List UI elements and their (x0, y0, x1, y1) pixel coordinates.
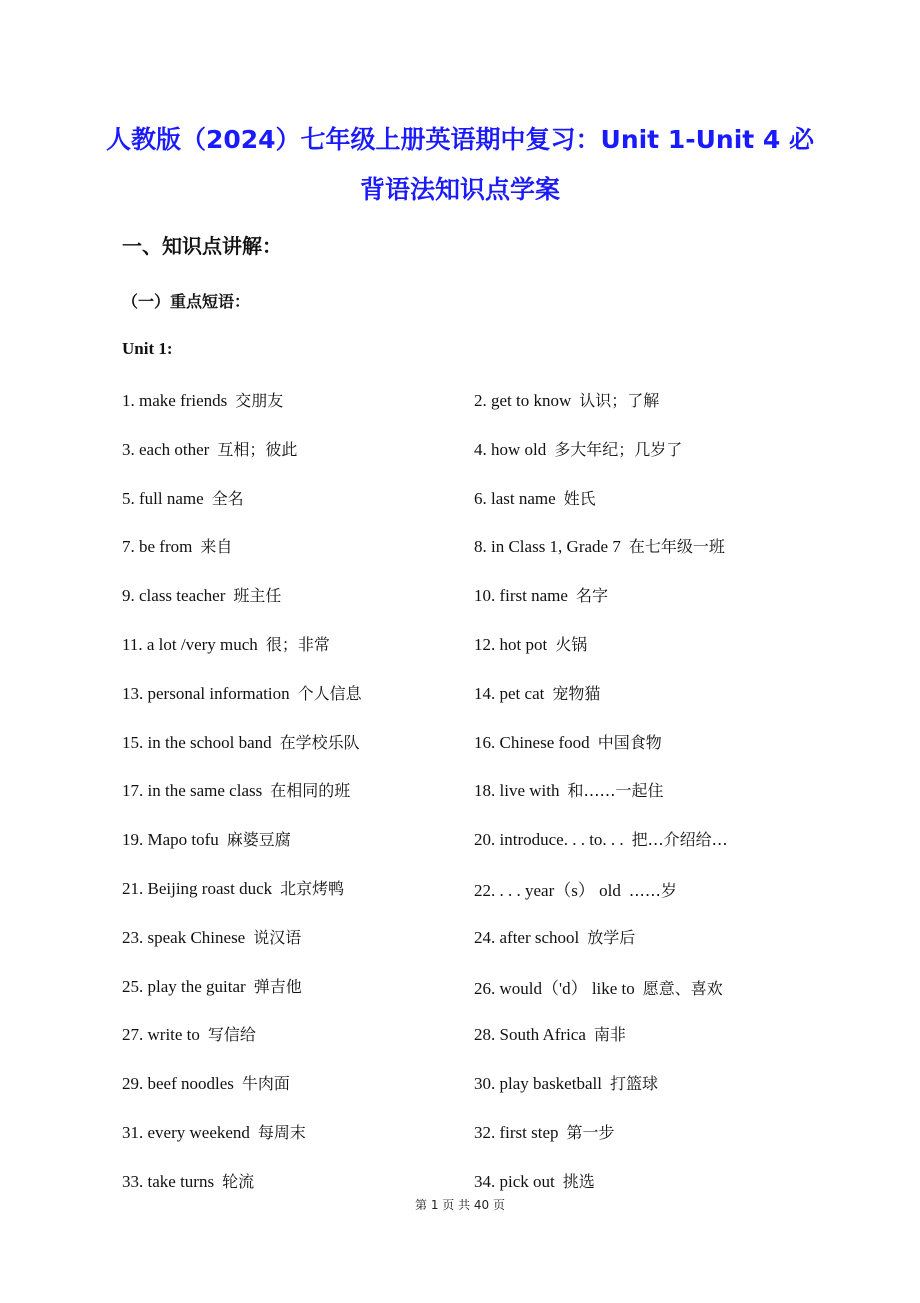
phrase-chinese: 在学校乐队 (279, 732, 360, 752)
document-title-line-2: 背语法知识点学案 (359, 175, 560, 204)
phrase-item (122, 632, 330, 655)
page-footer: 第 1 页 共 40 页 (415, 1198, 505, 1212)
phrase-chinese: 中国食物 (597, 732, 662, 752)
phrase-item (122, 1120, 306, 1143)
phrase-item (474, 486, 596, 509)
phrase-item (122, 534, 232, 557)
phrase-item (122, 437, 297, 460)
phrase-chinese: 第一步 (566, 1123, 615, 1142)
phrase-item (474, 1071, 658, 1094)
phrase-item (474, 974, 723, 999)
phrase-chinese: 牛肉面 (241, 1074, 290, 1094)
phrase-chinese: 写信给 (207, 1025, 256, 1045)
phrase-item (474, 681, 600, 704)
phrase-english: 13. personal information (122, 683, 290, 703)
phrase-english: 22. . . . year（s） old (474, 881, 621, 900)
document-title-line-1: 人教版（2024）七年级上册英语期中复习：Unit 1-Unit 4 必 (105, 125, 815, 154)
phrase-chinese: 北京烤鸭 (280, 879, 345, 898)
phrase-english: 34. pick out (474, 1171, 555, 1191)
phrase-english: 10. first name (474, 586, 568, 606)
phrase-chinese: 轮流 (222, 1171, 255, 1191)
phrase-english: 26. would（'d） like to (474, 978, 635, 998)
phrase-english: 8. in Class 1, Grade 7 (474, 537, 621, 557)
phrase-english: 21. Beijing roast duck (122, 879, 273, 898)
phrase-chinese: ……岁 (628, 881, 677, 900)
phrase-chinese: 说汉语 (253, 927, 302, 947)
phrase-item (122, 1071, 290, 1094)
phrase-item (122, 778, 350, 801)
phrase-english: 15. in the school band (122, 732, 272, 752)
phrase-english: 29. beef noodles (122, 1074, 234, 1094)
phrase-item (122, 1022, 256, 1045)
phrase-chinese: 班主任 (233, 586, 282, 606)
phrase-item (474, 778, 663, 801)
phrase-chinese: 交朋友 (235, 391, 284, 410)
phrase-item (122, 1169, 254, 1192)
phrase-chinese: 来自 (200, 537, 233, 557)
phrase-item (474, 1022, 626, 1045)
phrase-item (474, 1120, 615, 1143)
phrase-english: 18. live with (474, 781, 560, 801)
phrase-item (122, 925, 301, 948)
phrase-english: 25. play the guitar (122, 976, 246, 996)
phrase-english: 9. class teacher (122, 586, 226, 606)
phrase-item (474, 1169, 595, 1192)
phrase-chinese: 姓氏 (563, 488, 596, 508)
phrase-chinese: 很；非常 (265, 635, 330, 654)
phrase-english: 4. how old (474, 439, 547, 459)
phrase-chinese: 火锅 (555, 635, 588, 654)
section-heading: 一、知识点讲解： (122, 234, 282, 258)
phrase-chinese: 放学后 (587, 927, 636, 947)
phrase-english: 2. get to know (474, 391, 572, 410)
phrase-item (122, 486, 244, 509)
phrase-english: 11. a lot /very much (122, 635, 258, 654)
phrase-english: 14. pet cat (474, 683, 545, 703)
phrase-english: 27. write to (122, 1025, 200, 1045)
phrase-item (122, 974, 302, 997)
phrase-english: 16. Chinese food (474, 732, 590, 752)
phrase-chinese: 全名 (211, 488, 244, 508)
phrase-item (122, 730, 360, 753)
phrase-english: 3. each other (122, 439, 210, 459)
phrase-item (122, 681, 362, 704)
phrase-item (474, 388, 659, 411)
phrase-item (474, 583, 608, 606)
phrase-item (474, 632, 587, 655)
phrase-chinese: 麻婆豆腐 (226, 830, 291, 850)
phrase-chinese: 在相同的班 (270, 781, 351, 801)
phrase-chinese: 把…介绍给… (631, 830, 728, 850)
phrase-english: 20. introduce. . . to. . . (474, 830, 624, 850)
phrase-english: 12. hot pot (474, 635, 548, 654)
phrase-english: 6. last name (474, 488, 556, 508)
phrase-item (122, 827, 291, 850)
phrase-chinese: 宠物猫 (552, 683, 601, 703)
phrase-english: 28. South Africa (474, 1025, 586, 1045)
phrase-english: 5. full name (122, 488, 204, 508)
phrase-item (474, 437, 682, 460)
phrase-chinese: 打篮球 (609, 1074, 658, 1094)
phrase-english: 17. in the same class (122, 781, 263, 801)
phrase-item (474, 827, 728, 850)
phrase-chinese: 挑选 (562, 1171, 595, 1191)
phrase-english: 33. take turns (122, 1171, 215, 1191)
phrase-chinese: 南非 (593, 1025, 626, 1045)
phrase-chinese: 和……一起住 (567, 781, 664, 801)
unit-label: Unit 1: (122, 339, 173, 358)
phrase-english: 7. be from (122, 537, 193, 557)
phrase-chinese: 个人信息 (297, 683, 362, 703)
phrase-chinese: 每周末 (257, 1123, 306, 1142)
phrase-item (474, 534, 725, 557)
phrase-chinese: 愿意、喜欢 (642, 978, 723, 998)
phrase-chinese: 多大年纪；几岁了 (554, 439, 683, 459)
phrase-chinese: 名字 (575, 586, 608, 606)
phrase-chinese: 认识；了解 (579, 391, 660, 410)
phrase-item (474, 925, 635, 948)
phrase-item (122, 876, 344, 899)
phrase-item (122, 388, 283, 411)
phrase-english: 19. Mapo tofu (122, 830, 219, 850)
phrase-english: 24. after school (474, 927, 580, 947)
subsection-heading: （一）重点短语： (122, 292, 251, 311)
phrase-item (474, 730, 662, 753)
phrase-english: 23. speak Chinese (122, 927, 246, 947)
phrase-english: 31. every weekend (122, 1123, 250, 1142)
phrase-item (122, 583, 281, 606)
phrase-item (474, 876, 677, 901)
phrase-chinese: 互相；彼此 (217, 439, 298, 459)
phrase-english: 30. play basketball (474, 1074, 602, 1094)
phrase-english: 32. first step (474, 1123, 559, 1142)
phrase-chinese: 在七年级一班 (628, 537, 725, 557)
phrase-chinese: 弹吉他 (253, 976, 302, 996)
phrase-english: 1. make friends (122, 391, 228, 410)
